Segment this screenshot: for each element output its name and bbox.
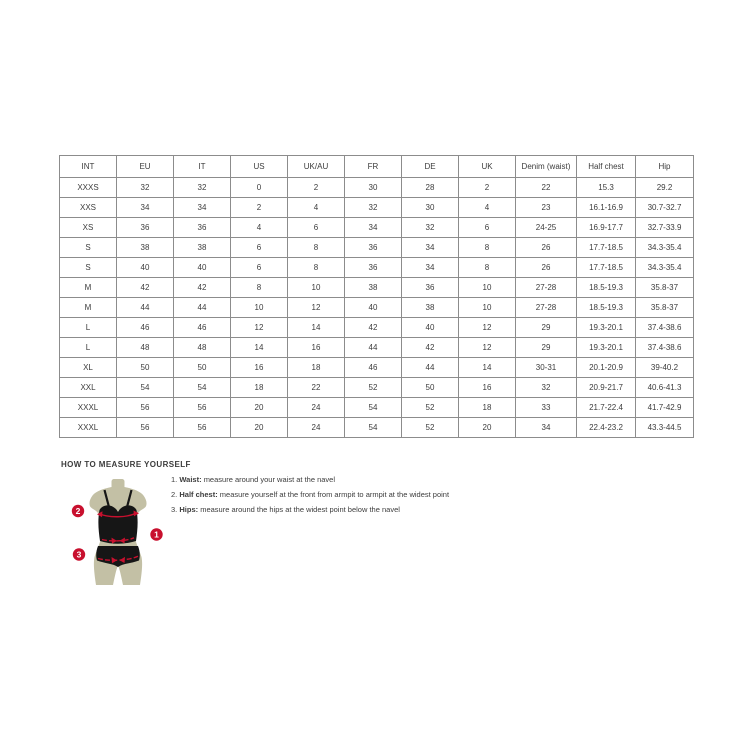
table-cell: 44 bbox=[174, 298, 231, 318]
table-cell: 52 bbox=[402, 398, 459, 418]
table-cell: 36 bbox=[174, 218, 231, 238]
step-description: measure around the hips at the widest point below the navel bbox=[200, 505, 400, 514]
table-cell: 34 bbox=[402, 258, 459, 278]
table-cell: 22 bbox=[288, 378, 345, 398]
table-cell: 34 bbox=[174, 198, 231, 218]
table-cell: 19.3-20.1 bbox=[577, 338, 636, 358]
column-header: DE bbox=[402, 156, 459, 178]
table-cell: 56 bbox=[174, 398, 231, 418]
column-header: IT bbox=[174, 156, 231, 178]
table-cell: 40.6-41.3 bbox=[636, 378, 694, 398]
table-cell: 12 bbox=[459, 318, 516, 338]
table-row bbox=[60, 318, 694, 338]
table-cell: 34.3-35.4 bbox=[636, 258, 694, 278]
column-header: EU bbox=[117, 156, 174, 178]
table-row bbox=[60, 278, 694, 298]
table-cell: 39-40.2 bbox=[636, 358, 694, 378]
table-cell: 24 bbox=[288, 398, 345, 418]
table-cell: 4 bbox=[231, 218, 288, 238]
table-cell: 35.8-37 bbox=[636, 298, 694, 318]
table-cell: 40 bbox=[345, 298, 402, 318]
table-cell: 44 bbox=[345, 338, 402, 358]
table-cell: 32 bbox=[345, 198, 402, 218]
column-header: Hip bbox=[636, 156, 694, 178]
step-term: Waist: bbox=[179, 475, 202, 484]
table-cell: 27-28 bbox=[516, 298, 577, 318]
table-row bbox=[60, 218, 694, 238]
table-cell: 29 bbox=[516, 338, 577, 358]
table-cell: 26 bbox=[516, 238, 577, 258]
table-cell: 30.7-32.7 bbox=[636, 198, 694, 218]
table-cell: 2 bbox=[231, 198, 288, 218]
table-cell: 41.7-42.9 bbox=[636, 398, 694, 418]
table-cell: XXXL bbox=[60, 418, 117, 438]
table-cell: 32 bbox=[117, 178, 174, 198]
measurement-figure-svg bbox=[68, 477, 168, 589]
table-cell: 16.1-16.9 bbox=[577, 198, 636, 218]
step-term: Half chest: bbox=[179, 490, 218, 499]
table-cell: 22.4-23.2 bbox=[577, 418, 636, 438]
table-cell: 56 bbox=[117, 418, 174, 438]
measure-step-hips bbox=[171, 502, 449, 517]
table-cell: 8 bbox=[288, 238, 345, 258]
table-cell: 18.5-19.3 bbox=[577, 278, 636, 298]
table-cell: 20 bbox=[231, 418, 288, 438]
table-cell: 18 bbox=[459, 398, 516, 418]
table-cell: 14 bbox=[459, 358, 516, 378]
table-cell: 30 bbox=[402, 198, 459, 218]
table-row bbox=[60, 258, 694, 278]
table-cell: 10 bbox=[288, 278, 345, 298]
table-cell: L bbox=[60, 318, 117, 338]
table-cell: 10 bbox=[459, 278, 516, 298]
table-cell: 20 bbox=[459, 418, 516, 438]
table-cell: 12 bbox=[288, 298, 345, 318]
measure-marker-number: 1 bbox=[154, 529, 159, 540]
column-header: FR bbox=[345, 156, 402, 178]
table-cell: 50 bbox=[174, 358, 231, 378]
table-cell: 37.4-38.6 bbox=[636, 318, 694, 338]
table-cell: 38 bbox=[345, 278, 402, 298]
table-cell: 26 bbox=[516, 258, 577, 278]
table-cell: 15.3 bbox=[577, 178, 636, 198]
table-cell: 42 bbox=[117, 278, 174, 298]
table-cell: 18 bbox=[231, 378, 288, 398]
table-cell: 6 bbox=[231, 238, 288, 258]
table-cell: 4 bbox=[288, 198, 345, 218]
column-header: Half chest bbox=[577, 156, 636, 178]
table-cell: 18 bbox=[288, 358, 345, 378]
table-row bbox=[60, 338, 694, 358]
table-cell: 21.7-22.4 bbox=[577, 398, 636, 418]
table-cell: 48 bbox=[117, 338, 174, 358]
step-description: measure around your waist at the navel bbox=[203, 475, 336, 484]
table-cell: XXXS bbox=[60, 178, 117, 198]
table-cell: 56 bbox=[174, 418, 231, 438]
measure-instructions-list bbox=[171, 472, 449, 517]
table-cell: 16 bbox=[459, 378, 516, 398]
table-cell: 42 bbox=[174, 278, 231, 298]
table-cell: 24 bbox=[288, 418, 345, 438]
table-cell: 6 bbox=[459, 218, 516, 238]
column-header: UK bbox=[459, 156, 516, 178]
table-cell: 52 bbox=[402, 418, 459, 438]
table-cell: 32 bbox=[174, 178, 231, 198]
table-cell: 38 bbox=[174, 238, 231, 258]
table-cell: S bbox=[60, 238, 117, 258]
table-cell: 23 bbox=[516, 198, 577, 218]
table-cell: 46 bbox=[174, 318, 231, 338]
column-header: INT bbox=[60, 156, 117, 178]
table-cell: 42 bbox=[402, 338, 459, 358]
table-cell: 36 bbox=[345, 258, 402, 278]
table-cell: XXS bbox=[60, 198, 117, 218]
table-cell: 44 bbox=[117, 298, 174, 318]
table-cell: 2 bbox=[459, 178, 516, 198]
table-row bbox=[60, 198, 694, 218]
table-cell: 46 bbox=[117, 318, 174, 338]
table-cell: 34 bbox=[345, 218, 402, 238]
table-cell: 4 bbox=[459, 198, 516, 218]
table-cell: 2 bbox=[288, 178, 345, 198]
table-cell: 44 bbox=[402, 358, 459, 378]
table-cell: 14 bbox=[288, 318, 345, 338]
measure-marker-number: 3 bbox=[76, 549, 82, 560]
table-cell: XL bbox=[60, 358, 117, 378]
table-cell: 38 bbox=[402, 298, 459, 318]
table-cell: XS bbox=[60, 218, 117, 238]
step-number: 3. bbox=[171, 505, 178, 514]
size-chart-table bbox=[59, 155, 694, 438]
table-row bbox=[60, 378, 694, 398]
table-cell: 36 bbox=[402, 278, 459, 298]
table-cell: 35.8-37 bbox=[636, 278, 694, 298]
table-row bbox=[60, 298, 694, 318]
table-cell: 54 bbox=[174, 378, 231, 398]
step-number: 2. bbox=[171, 490, 178, 499]
table-cell: 30-31 bbox=[516, 358, 577, 378]
table-cell: 48 bbox=[174, 338, 231, 358]
measure-step-half-chest bbox=[171, 487, 449, 502]
column-header: US bbox=[231, 156, 288, 178]
measure-step-waist bbox=[171, 472, 449, 487]
table-cell: 36 bbox=[117, 218, 174, 238]
table-cell: 22 bbox=[516, 178, 577, 198]
table-cell: 8 bbox=[459, 258, 516, 278]
table-cell: 16 bbox=[288, 338, 345, 358]
table-row bbox=[60, 178, 694, 198]
table-cell: 54 bbox=[345, 398, 402, 418]
table-cell: 20.9-21.7 bbox=[577, 378, 636, 398]
table-cell: 8 bbox=[231, 278, 288, 298]
size-chart-header-row bbox=[60, 156, 694, 178]
table-cell: 17.7-18.5 bbox=[577, 238, 636, 258]
table-cell: 40 bbox=[174, 258, 231, 278]
table-cell: 50 bbox=[402, 378, 459, 398]
table-cell: M bbox=[60, 278, 117, 298]
table-cell: 27-28 bbox=[516, 278, 577, 298]
table-cell: L bbox=[60, 338, 117, 358]
table-cell: 32 bbox=[516, 378, 577, 398]
table-cell: 43.3-44.5 bbox=[636, 418, 694, 438]
table-cell: 56 bbox=[117, 398, 174, 418]
step-term: Hips: bbox=[179, 505, 199, 514]
table-cell: 42 bbox=[345, 318, 402, 338]
table-row bbox=[60, 398, 694, 418]
table-cell: 33 bbox=[516, 398, 577, 418]
table-cell: 0 bbox=[231, 178, 288, 198]
table-cell: 54 bbox=[345, 418, 402, 438]
table-cell: 40 bbox=[402, 318, 459, 338]
table-cell: 32 bbox=[402, 218, 459, 238]
table-cell: 17.7-18.5 bbox=[577, 258, 636, 278]
table-cell: 18.5-19.3 bbox=[577, 298, 636, 318]
table-cell: 30 bbox=[345, 178, 402, 198]
measurement-figure-illustration bbox=[68, 477, 168, 589]
table-cell: 12 bbox=[231, 318, 288, 338]
table-cell: 14 bbox=[231, 338, 288, 358]
table-cell: 34.3-35.4 bbox=[636, 238, 694, 258]
table-cell: M bbox=[60, 298, 117, 318]
table-cell: 16 bbox=[231, 358, 288, 378]
table-cell: 8 bbox=[459, 238, 516, 258]
table-cell: 34 bbox=[402, 238, 459, 258]
table-cell: 54 bbox=[117, 378, 174, 398]
table-row bbox=[60, 358, 694, 378]
table-cell: 50 bbox=[117, 358, 174, 378]
table-cell: 38 bbox=[117, 238, 174, 258]
table-cell: 46 bbox=[345, 358, 402, 378]
table-cell: XXXL bbox=[60, 398, 117, 418]
table-cell: 10 bbox=[459, 298, 516, 318]
table-cell: S bbox=[60, 258, 117, 278]
table-cell: 52 bbox=[345, 378, 402, 398]
table-cell: 19.3-20.1 bbox=[577, 318, 636, 338]
table-cell: XXL bbox=[60, 378, 117, 398]
table-cell: 20.1-20.9 bbox=[577, 358, 636, 378]
step-description: measure yourself at the front from armpit to armpit at the widest point bbox=[219, 490, 450, 499]
column-header: UK/AU bbox=[288, 156, 345, 178]
table-cell: 6 bbox=[288, 218, 345, 238]
table-cell: 12 bbox=[459, 338, 516, 358]
table-cell: 36 bbox=[345, 238, 402, 258]
measure-section-title: HOW TO MEASURE YOURSELF bbox=[61, 460, 191, 469]
table-cell: 8 bbox=[288, 258, 345, 278]
table-cell: 34 bbox=[117, 198, 174, 218]
table-cell: 40 bbox=[117, 258, 174, 278]
table-cell: 37.4-38.6 bbox=[636, 338, 694, 358]
table-cell: 24-25 bbox=[516, 218, 577, 238]
step-number: 1. bbox=[171, 475, 178, 484]
table-cell: 20 bbox=[231, 398, 288, 418]
table-cell: 32.7-33.9 bbox=[636, 218, 694, 238]
table-row bbox=[60, 238, 694, 258]
table-cell: 16.9-17.7 bbox=[577, 218, 636, 238]
table-cell: 10 bbox=[231, 298, 288, 318]
column-header: Denim (waist) bbox=[516, 156, 577, 178]
table-cell: 29.2 bbox=[636, 178, 694, 198]
table-cell: 28 bbox=[402, 178, 459, 198]
table-cell: 6 bbox=[231, 258, 288, 278]
table-row bbox=[60, 418, 694, 438]
table-cell: 34 bbox=[516, 418, 577, 438]
table-cell: 29 bbox=[516, 318, 577, 338]
measure-marker-number: 2 bbox=[75, 506, 81, 516]
